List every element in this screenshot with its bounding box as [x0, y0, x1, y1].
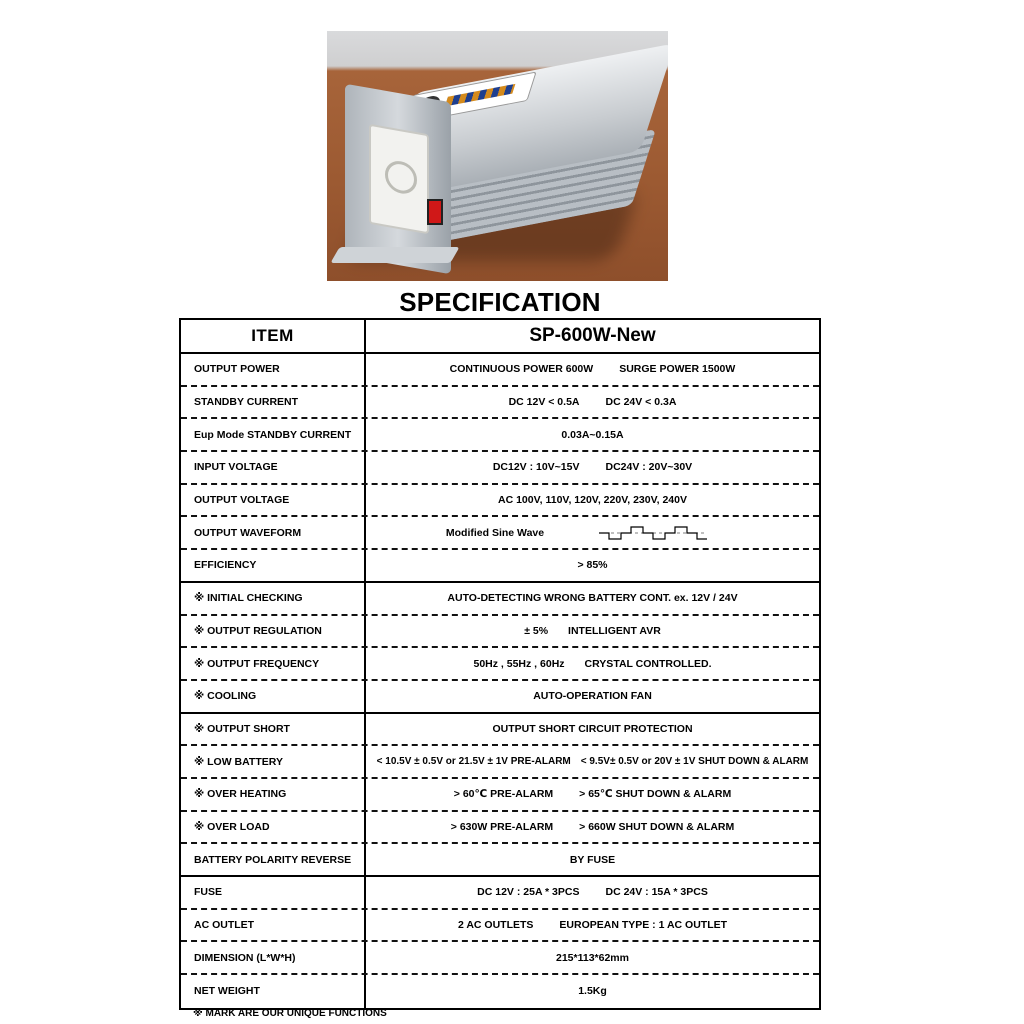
row-value: 50Hz , 55Hz , 60Hz CRYSTAL CONTROLLED.	[473, 657, 712, 670]
row-value: < 10.5V ± 0.5V or 21.5V ± 1V PRE-ALARM < 9.5V± 0.5V or 20V ± 1V SHUT DOWN & ALARM	[376, 756, 809, 768]
header-item: ITEM	[181, 320, 366, 352]
table-row	[181, 942, 819, 975]
row-label: ※ OVER LOAD	[181, 812, 366, 843]
row-label: OUTPUT POWER	[181, 354, 366, 385]
table-row	[181, 452, 819, 485]
row-value: ± 5% INTELLIGENT AVR	[524, 624, 661, 637]
row-value: 1.5Kg	[578, 985, 607, 998]
row-label: EFFICIENCY	[181, 550, 366, 581]
row-label: BATTERY POLARITY REVERSE	[181, 844, 366, 875]
row-label: ※ OUTPUT REGULATION	[181, 616, 366, 647]
row-label: OUTPUT WAVEFORM	[181, 517, 366, 548]
product-photo	[327, 31, 668, 281]
table-row	[181, 648, 819, 681]
table-row	[181, 387, 819, 420]
row-value: BY FUSE	[569, 853, 616, 866]
table-row	[181, 485, 819, 518]
table-row	[181, 517, 819, 550]
row-label: STANDBY CURRENT	[181, 387, 366, 418]
row-label: ※ COOLING	[181, 681, 366, 712]
row-label: ※ OUTPUT FREQUENCY	[181, 648, 366, 679]
row-label: DIMENSION (L*W*H)	[181, 942, 366, 973]
row-value: 2 AC OUTLETS EUROPEAN TYPE : 1 AC OUTLET	[457, 919, 728, 932]
table-row	[181, 550, 819, 583]
table-row	[181, 714, 819, 747]
row-value	[366, 517, 819, 548]
row-label: OUTPUT VOLTAGE	[181, 485, 366, 516]
table-row	[181, 746, 819, 779]
row-label: NET WEIGHT	[181, 975, 366, 1008]
row-label: INPUT VOLTAGE	[181, 452, 366, 483]
power-switch	[427, 199, 443, 225]
modified-sine-wave-icon	[599, 524, 709, 542]
ac-outlet-socket	[369, 124, 429, 235]
table-row	[181, 354, 819, 387]
row-label: Eup Mode STANDBY CURRENT	[181, 419, 366, 450]
row-value: DC 12V : 25A * 3PCS DC 24V : 15A * 3PCS	[477, 886, 708, 899]
row-value: AC 100V, 110V, 120V, 220V, 230V, 240V	[498, 494, 687, 507]
row-label: ※ LOW BATTERY	[181, 746, 366, 777]
row-value: > 60℃ PRE-ALARM > 65℃ SHUT DOWN & ALARM	[453, 788, 732, 801]
row-value: 215*113*62mm	[556, 951, 629, 964]
row-value: 0.03A~0.15A	[561, 428, 624, 441]
table-row	[181, 779, 819, 812]
row-value: OUTPUT SHORT CIRCUIT PROTECTION	[492, 722, 693, 735]
row-value: DC12V : 10V~15V DC24V : 20V~30V	[492, 461, 693, 474]
table-row	[181, 812, 819, 845]
table-row	[181, 616, 819, 649]
table-row	[181, 583, 819, 616]
waveform-text: Modified Sine Wave	[445, 526, 545, 539]
row-value: CONTINUOUS POWER 600W SURGE POWER 1500W	[449, 363, 736, 376]
row-value: DC 12V < 0.5A DC 24V < 0.3A	[508, 396, 677, 409]
mounting-bracket	[330, 247, 459, 263]
row-label: AC OUTLET	[181, 910, 366, 941]
footnote: ※ MARK ARE OUR UNIQUE FUNCTIONS	[193, 1008, 387, 1019]
spec-title: SPECIFICATION	[399, 287, 601, 317]
table-row	[181, 877, 819, 910]
row-value: > 85%	[577, 559, 608, 572]
row-label: ※ OVER HEATING	[181, 779, 366, 810]
row-label: ※ OUTPUT SHORT	[181, 714, 366, 745]
table-row	[181, 681, 819, 714]
table-row	[181, 419, 819, 452]
table-row	[181, 844, 819, 877]
table-row	[181, 910, 819, 943]
row-label: FUSE	[181, 877, 366, 908]
spec-table	[179, 318, 821, 1010]
row-label: ※ INITIAL CHECKING	[181, 583, 366, 614]
header-model: SP-600W-New	[529, 325, 656, 346]
row-value: > 630W PRE-ALARM > 660W SHUT DOWN & ALARM	[450, 820, 735, 833]
table-header	[181, 320, 819, 354]
row-value: AUTO-OPERATION FAN	[533, 690, 652, 703]
table-row	[181, 975, 819, 1008]
row-value: AUTO-DETECTING WRONG BATTERY CONT. ex. 12V / 24V	[447, 592, 738, 605]
